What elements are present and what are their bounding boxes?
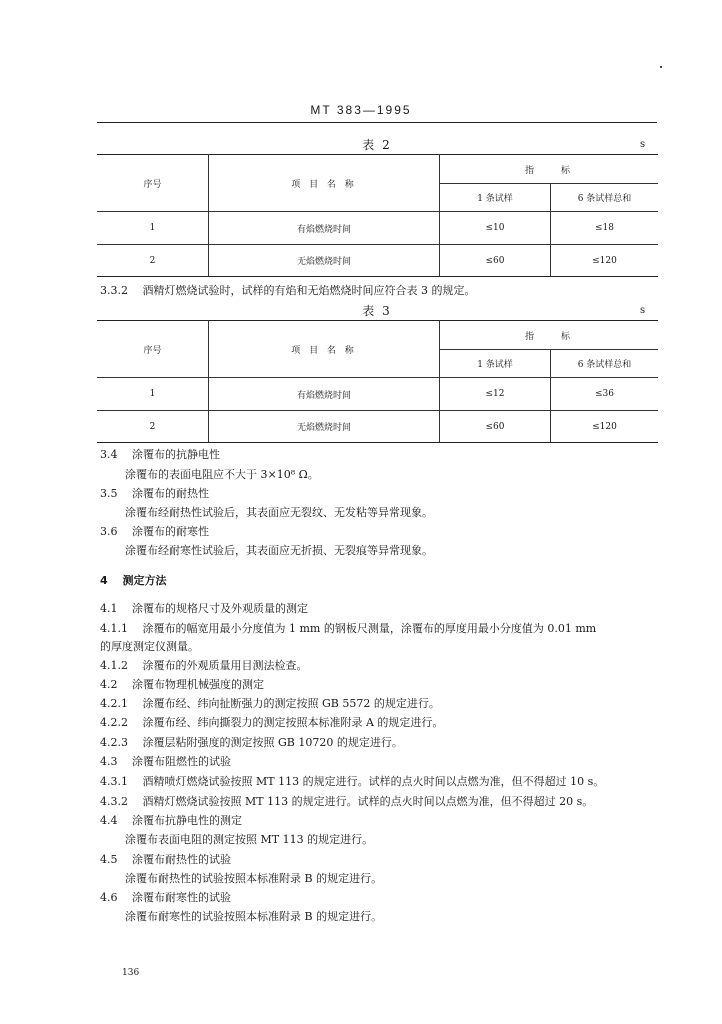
section-3-4-text: 涂覆布的表面电阻应不大于 3×10⁸ Ω。 <box>125 468 319 481</box>
section-4-6-title: 涂覆布耐寒性的试验 <box>132 891 231 904</box>
table-row <box>97 411 658 443</box>
table3-row2-v6: ≤120 <box>551 411 659 443</box>
section-4-1-1-text: 涂覆布的幅宽用最小分度值为 1 mm 的钢板尺测量，涂覆布的厚度用最小分度值为 0.01 mm <box>142 622 597 635</box>
section-4-2-3-num: 4.2.3 <box>100 736 128 749</box>
section-4-heading <box>100 574 167 588</box>
table3-caption: 表 3 <box>362 304 392 318</box>
section-4-6-heading <box>100 891 231 905</box>
section-3-6-text: 涂覆布经耐寒性试验后，其表面应无折损、无裂痕等异常现象。 <box>125 544 433 557</box>
section-4-1-1-cont: 的厚度测定仪测量。 <box>100 640 199 653</box>
section-4-4-num: 4.4 <box>100 814 118 827</box>
table2-row2-seq: 2 <box>97 245 209 277</box>
table2-col-index: 指 标 <box>440 155 659 184</box>
table2-caption: 表 2 <box>362 138 392 152</box>
table-row <box>97 245 658 277</box>
section-4-4-text: 涂覆布表面电阻的测定按照 MT 113 的规定进行。 <box>125 833 374 846</box>
table3-row2-name: 无焰燃烧时间 <box>209 411 440 443</box>
section-4-title: 测定方法 <box>122 574 167 587</box>
section-4-2-num: 4.2 <box>100 678 118 691</box>
section-4-3-heading <box>100 755 231 769</box>
section-4-5-title: 涂覆布耐热性的试验 <box>132 853 231 866</box>
section-4-2-heading <box>100 678 264 692</box>
table2-row1-name: 有焰燃烧时间 <box>209 212 440 245</box>
table3-sub-6: 6 条试样总和 <box>551 350 659 378</box>
section-4-3-1-num: 4.3.1 <box>100 775 128 788</box>
table3-row1-v1: ≤12 <box>440 378 551 411</box>
table3-row1-seq: 1 <box>97 378 209 411</box>
table2-col-name: 项 目 名 称 <box>209 155 440 212</box>
section-4-2-2 <box>100 716 443 730</box>
para-3-3-2-text: 酒精灯燃烧试验时，试样的有焰和无焰燃烧时间应符合表 3 的规定。 <box>142 284 476 297</box>
table2-sub-6: 6 条试样总和 <box>551 184 659 212</box>
table3-col-name: 项 目 名 称 <box>209 321 440 378</box>
section-4-2-3-text: 涂覆层粘附强度的测定按照 GB 10720 的规定进行。 <box>142 736 403 749</box>
table3-col-seq: 序号 <box>97 321 209 378</box>
standard-code-header: MT 383—1995 <box>310 103 412 117</box>
section-4-1-2-num: 4.1.2 <box>100 659 128 672</box>
table-row <box>97 212 658 245</box>
section-3-4-num: 3.4 <box>100 448 118 461</box>
table2-row2-v6: ≤120 <box>551 245 659 277</box>
section-4-2-title: 涂覆布物理机械强度的测定 <box>132 678 264 691</box>
table-row <box>97 378 658 411</box>
table2 <box>97 154 658 277</box>
table2-row1-seq: 1 <box>97 212 209 245</box>
section-4-3-title: 涂覆布阻燃性的试验 <box>132 755 231 768</box>
section-4-num: 4 <box>100 574 108 587</box>
section-4-3-num: 4.3 <box>100 755 118 768</box>
section-4-4-heading <box>100 814 242 828</box>
section-3-6-num: 3.6 <box>100 525 118 538</box>
section-4-1-title: 涂覆布的规格尺寸及外观质量的测定 <box>132 602 308 615</box>
section-4-3-2-text: 酒精灯燃烧试验按照 MT 113 的规定进行。试样的点火时间以点燃为准，但不得超过 20 s。 <box>142 795 594 808</box>
table2-col-seq: 序号 <box>97 155 209 212</box>
section-4-2-2-num: 4.2.2 <box>100 716 128 729</box>
para-3-3-2 <box>100 284 476 298</box>
section-4-1-2 <box>100 659 308 673</box>
section-4-5-num: 4.5 <box>100 853 118 866</box>
section-4-5-text: 涂覆布耐热性的试验按照本标准附录 B 的规定进行。 <box>125 872 383 885</box>
header-rule <box>97 122 657 123</box>
section-3-6-title: 涂覆布的耐寒性 <box>132 525 209 538</box>
section-4-1-2-text: 涂覆布的外观质量用目测法检查。 <box>142 659 308 672</box>
para-3-3-2-num: 3.3.2 <box>100 284 128 297</box>
table3-row1-v6: ≤36 <box>551 378 659 411</box>
section-3-5-num: 3.5 <box>100 487 118 500</box>
table2-unit: s <box>640 139 646 150</box>
section-4-1-heading <box>100 602 308 616</box>
section-3-6-heading <box>100 525 209 539</box>
scan-speck <box>660 66 662 68</box>
section-4-1-1-num: 4.1.1 <box>100 622 128 635</box>
section-4-6-num: 4.6 <box>100 891 118 904</box>
section-4-4-title: 涂覆布抗静电性的测定 <box>132 814 242 827</box>
table2-row2-v1: ≤60 <box>440 245 551 277</box>
section-4-2-1 <box>100 697 440 711</box>
table3-row1-name: 有焰燃烧时间 <box>209 378 440 411</box>
section-3-5-text: 涂覆布经耐热性试验后，其表面应无裂纹、无发粘等异常现象。 <box>125 506 433 519</box>
section-4-2-3 <box>100 736 403 750</box>
section-3-5-heading <box>100 487 209 501</box>
table3-row2-v1: ≤60 <box>440 411 551 443</box>
section-4-1-num: 4.1 <box>100 602 118 615</box>
page-number: 136 <box>122 968 140 978</box>
table3 <box>97 320 658 443</box>
section-4-3-2 <box>100 795 593 809</box>
table3-header-row <box>97 321 658 350</box>
section-4-6-text: 涂覆布耐寒性的试验按照本标准附录 B 的规定进行。 <box>125 910 383 923</box>
section-4-3-2-num: 4.3.2 <box>100 795 128 808</box>
section-4-5-heading <box>100 853 231 867</box>
section-3-4-title: 涂覆布的抗静电性 <box>132 448 220 461</box>
section-4-2-2-text: 涂覆布经、纬向撕裂力的测定按照本标准附录 A 的规定进行。 <box>142 716 444 729</box>
section-4-3-1 <box>100 775 604 789</box>
table3-unit: s <box>640 305 646 316</box>
table2-row1-v1: ≤10 <box>440 212 551 245</box>
section-4-3-1-text: 酒精喷灯燃烧试验按照 MT 113 的规定进行。试样的点火时间以点燃为准，但不得超过 10 s。 <box>142 775 605 788</box>
table3-row2-seq: 2 <box>97 411 209 443</box>
table3-col-index: 指 标 <box>440 321 659 350</box>
table2-row1-v6: ≤18 <box>551 212 659 245</box>
section-3-4-heading <box>100 448 220 462</box>
table2-row2-name: 无焰燃烧时间 <box>209 245 440 277</box>
table3-sub-1: 1 条试样 <box>440 350 551 378</box>
section-4-2-1-text: 涂覆布经、纬向扯断强力的测定按照 GB 5572 的规定进行。 <box>142 697 440 710</box>
table2-header-row <box>97 155 658 184</box>
section-4-1-1 <box>100 622 596 636</box>
table2-sub-1: 1 条试样 <box>440 184 551 212</box>
section-4-2-1-num: 4.2.1 <box>100 697 128 710</box>
section-3-5-title: 涂覆布的耐热性 <box>132 487 209 500</box>
